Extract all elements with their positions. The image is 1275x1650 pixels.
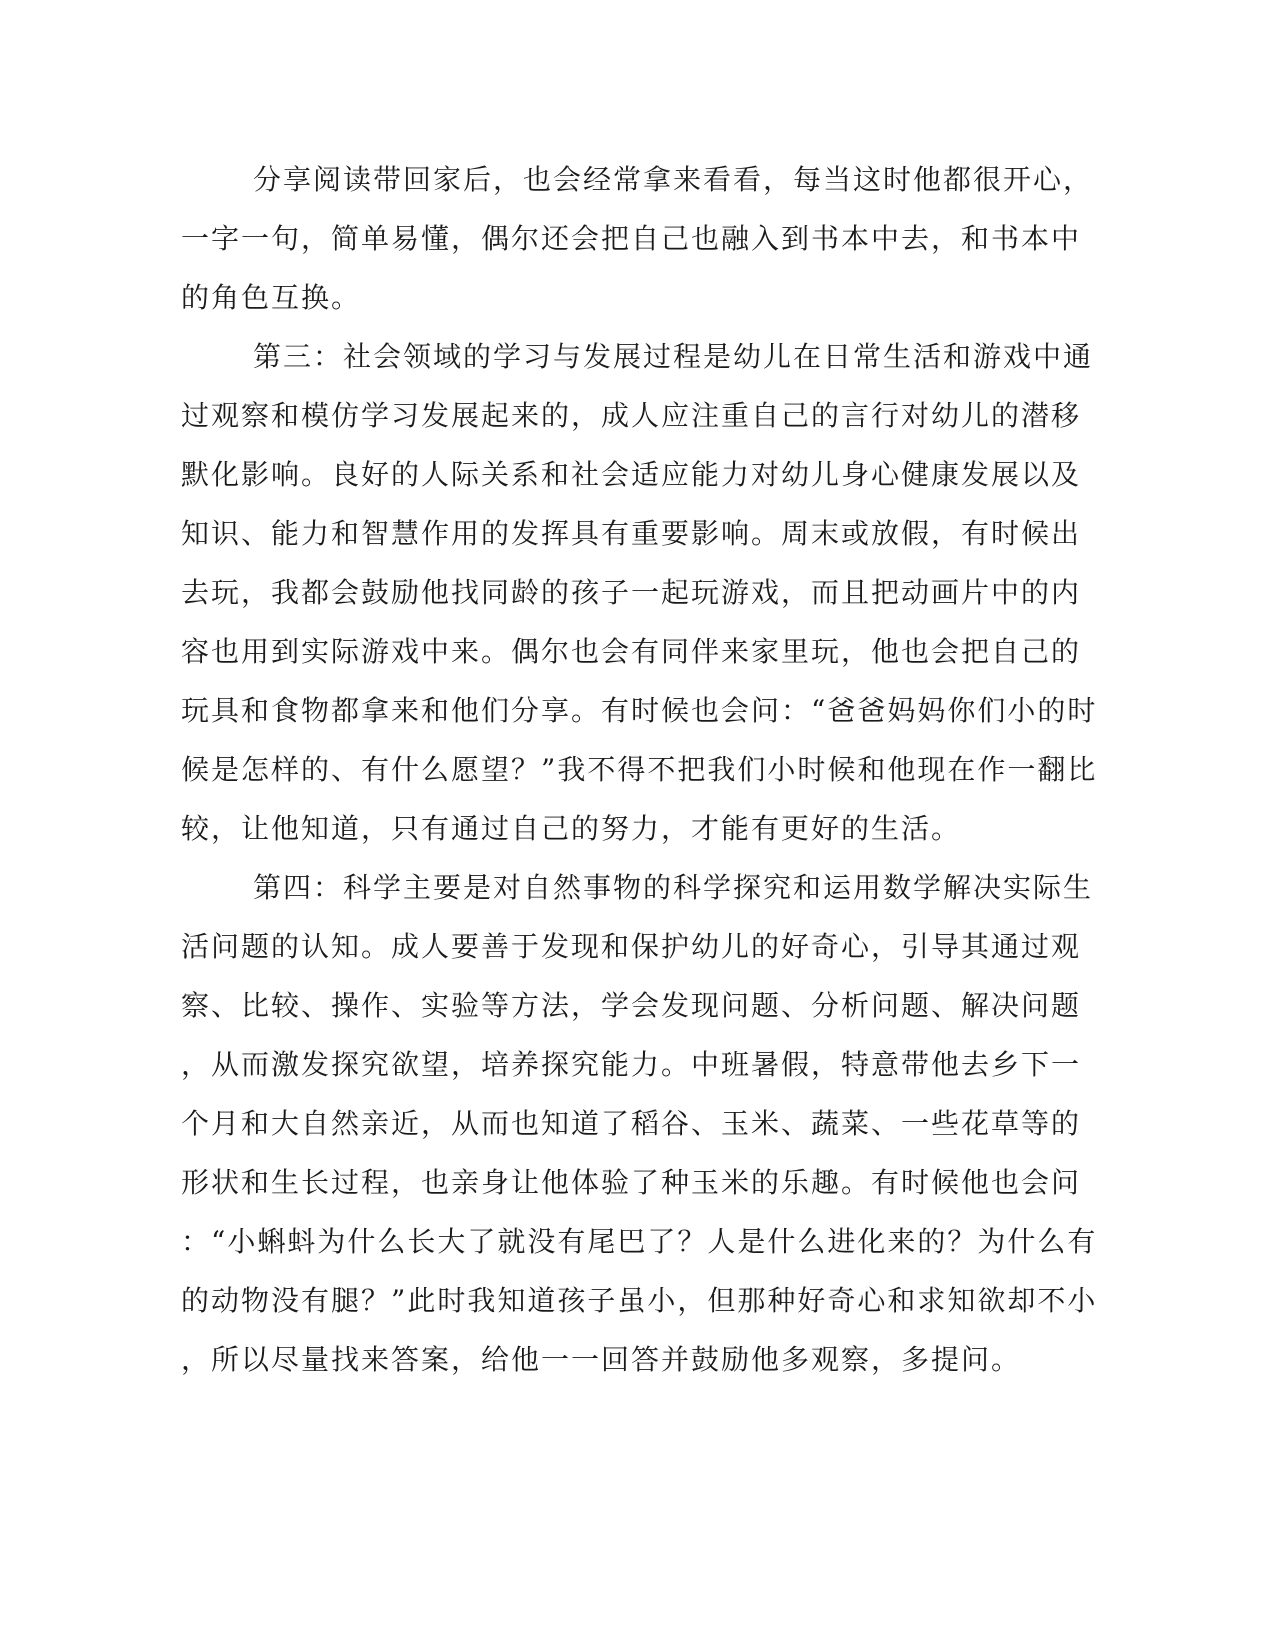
text-line: 过观察和模仿学习发展起来的，成人应注重自己的言行对幼儿的潜移 bbox=[181, 399, 1082, 432]
text-line: 默化影响。良好的人际关系和社会适应能力对幼儿身心健康发展以及 bbox=[181, 458, 1082, 491]
text-line: 去玩，我都会鼓励他找同龄的孩子一起玩游戏，而且把动画片中的内 bbox=[181, 576, 1082, 609]
text-line: 个月和大自然亲近，从而也知道了稻谷、玉米、蔬菜、一些花草等的 bbox=[181, 1107, 1082, 1140]
text-line: 玩具和食物都拿来和他们分享。有时候也会问：“爸爸妈妈你们小的时 bbox=[181, 694, 1098, 727]
text-line: 较，让他知道，只有通过自己的努力，才能有更好的生活。 bbox=[181, 812, 962, 845]
text-line: ，从而激发探究欲望，培养探究能力。中班暑假，特意带他去乡下一 bbox=[181, 1048, 1082, 1081]
text-line: 候是怎样的、有什么愿望？”我不得不把我们小时候和他现在作一翻比 bbox=[181, 753, 1098, 786]
text-line-paragraph-start: 分享阅读带回家后，也会经常拿来看看，每当这时他都很开心， bbox=[253, 163, 1094, 196]
text-line: 察、比较、操作、实验等方法，学会发现问题、分析问题、解决问题 bbox=[181, 989, 1082, 1022]
text-line: 的动物没有腿？”此时我知道孩子虽小，但那种好奇心和求知欲却不小 bbox=[181, 1284, 1098, 1317]
text-line: 知识、能力和智慧作用的发挥具有重要影响。周末或放假，有时候出 bbox=[181, 517, 1082, 550]
text-line: 容也用到实际游戏中来。偶尔也会有同伴来家里玩，他也会把自己的 bbox=[181, 635, 1082, 668]
text-line: 的角色互换。 bbox=[181, 281, 362, 314]
text-line-paragraph-start: 第四：科学主要是对自然事物的科学探究和运用数学解决实际生 bbox=[253, 871, 1094, 904]
text-line-paragraph-start: 第三：社会领域的学习与发展过程是幼儿在日常生活和游戏中通 bbox=[253, 340, 1094, 373]
text-line: 活问题的认知。成人要善于发现和保护幼儿的好奇心，引导其通过观 bbox=[181, 930, 1082, 963]
text-line: ：“小蝌蚪为什么长大了就没有尾巴了？人是什么进化来的？为什么有 bbox=[181, 1225, 1098, 1258]
text-line: 一字一句，简单易懂，偶尔还会把自己也融入到书本中去，和书本中 bbox=[181, 222, 1082, 255]
text-line: ，所以尽量找来答案，给他一一回答并鼓励他多观察，多提问。 bbox=[181, 1343, 1022, 1376]
text-line: 形状和生长过程，也亲身让他体验了种玉米的乐趣。有时候他也会问 bbox=[181, 1166, 1082, 1199]
